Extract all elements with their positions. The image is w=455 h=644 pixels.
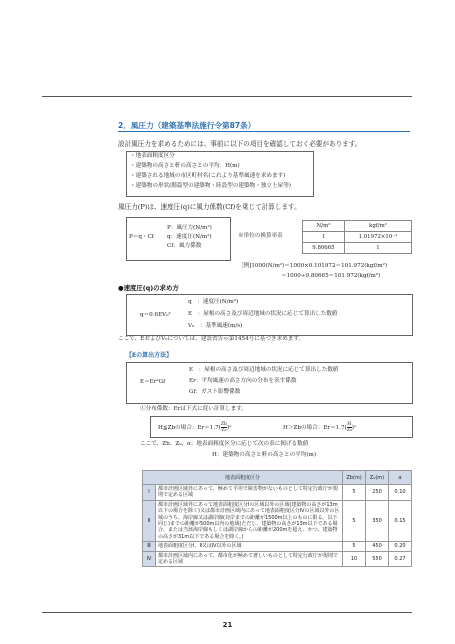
er-note: ここで、Zb、Z₀、α：地表面粗度区分に応じて次の表に掲げる数値 xyxy=(140,441,309,447)
top-rule xyxy=(42,96,412,97)
roughness-desc: 都市計画区域外にあって地表面粗度区分Ⅰの区域以外の区域(建築物の高さが13m以下の場合を除く)又は都市計画区域内にあって地表面粗度区分Ⅳの区域以外の区域のうち、海岸線又は湖岸線(対岸までの距離が1500m以上のものに限る。以下同じ)までの距離が500m以内の地域(ただし、建築物の高さが13m以下である場合、または当該海岸線もしくは湖岸線からの距離が200mを超え、かつ、建築物の高さが31m以下である場合を除く。) xyxy=(156,500,343,541)
roughness-class: Ⅳ xyxy=(143,551,156,567)
unit-conversion-table xyxy=(302,220,412,254)
velocity-def: E ：屋根の高さ及び周辺地域の状況に応じて算出した数値 xyxy=(188,311,338,317)
e-def: Er：平均風速の高さ方向の分布を表す係数 xyxy=(189,378,297,384)
table-row xyxy=(143,551,412,567)
er-case-1 xyxy=(158,422,231,433)
example-line: ＝1000÷9.80665＝101.972(kgf/m²) xyxy=(281,273,381,279)
er-case-1-suffix: )ᵅ xyxy=(226,425,232,431)
intro-text: 設計風圧力を求めるためには、事前に以下の項目を確認しておく必要があります。 xyxy=(118,140,362,148)
er-case-2 xyxy=(283,422,356,433)
checklist-item: ・建築物の高さと軒の高さとの平均：H(m) xyxy=(130,163,240,169)
roughness-z0: 250 xyxy=(366,485,389,501)
velocity-formula: q＝0.6EV₀² xyxy=(140,312,171,318)
er-case-1-prefix: H≦Zbの場合：Er＝1.7( xyxy=(158,425,221,431)
roughness-alpha: 0.27 xyxy=(389,551,412,567)
roughness-desc: 地表面粗度区分Ⅰ、Ⅱ又はⅣ以外の区域 xyxy=(156,542,343,551)
roughness-z0: 550 xyxy=(366,551,389,567)
page-number: 21 xyxy=(222,621,233,629)
formula-def: q：速度圧(N/m²) xyxy=(167,234,212,240)
velocity-heading: ●速度圧(q)の求め方 xyxy=(118,284,179,292)
section-title: 2．風圧力（建築基準法施行令第87条） xyxy=(118,121,256,130)
table-row xyxy=(143,485,412,501)
formula-p: P＝q・Cf xyxy=(129,234,154,240)
checklist-item: ・地表面粗度区分 xyxy=(130,153,175,159)
roughness-table xyxy=(142,470,412,567)
e-def: E ：屋根の高さ及び周辺地域の状況に応じて算出した数値 xyxy=(189,367,339,373)
er-case-2-prefix: H＞Zbの場合：Er＝1.7( xyxy=(283,425,347,431)
roughness-header: Z₀(m) xyxy=(366,471,389,485)
formula-def: P：風圧力(N/m²) xyxy=(167,225,212,231)
velocity-def: V₀ ：基準風速(m/s) xyxy=(188,323,243,329)
roughness-class: Ⅲ xyxy=(143,542,156,551)
unit-cell: 1 xyxy=(344,243,411,254)
fraction-denominator: Z₀ xyxy=(221,428,227,433)
er-step: ①分布係数：Erは下式に従い計算します。 xyxy=(140,406,247,412)
roughness-zb: 10 xyxy=(343,551,366,567)
table-row xyxy=(143,500,412,541)
example-line: ［例]1000(N/m²)＝1000×0.101972＝101.972(kgf/m²) xyxy=(238,263,388,269)
roughness-class: Ⅰ xyxy=(143,485,156,501)
roughness-zb: 5 xyxy=(343,500,366,541)
e-method-heading: 【Eの算出方法】 xyxy=(126,352,173,359)
roughness-z0: 350 xyxy=(366,500,389,541)
unit-header: kgf/m² xyxy=(344,221,411,232)
roughness-zb: 5 xyxy=(343,542,366,551)
checklist-item: ・建築される地域の市区町村名(これより基準風速を求めます) xyxy=(130,173,286,179)
roughness-alpha: 0.10 xyxy=(389,485,412,501)
roughness-header: 地表面粗度区分 xyxy=(143,471,343,485)
unit-cell: 1 xyxy=(303,232,345,243)
formula-def: Cf：風力係数 xyxy=(167,243,202,249)
er-case-2-suffix: )ᵅ xyxy=(351,425,357,431)
fraction-numerator: Zb xyxy=(220,422,227,427)
checklist-item: ・建築物の形状(階篇型の建築物・陸設型の建築物・独立上屋等) xyxy=(130,183,291,189)
unit-header: N/m² xyxy=(303,221,345,232)
roughness-zb: 5 xyxy=(343,485,366,501)
roughness-desc: 都市計画区域内にあって、都市化が極めて著しいものとして特定行政庁が規則で定める区域 xyxy=(156,551,343,567)
roughness-z0: 450 xyxy=(366,542,389,551)
er-note: H：建築物の高さと軒の高さとの平均(m) xyxy=(212,452,317,458)
roughness-header: α xyxy=(389,471,412,485)
fraction-numerator: H xyxy=(347,422,352,427)
velocity-note: ここで、EおよびV₀については、建設省告示第1454号に基づき求めます。 xyxy=(118,336,305,342)
fraction-denominator: Z₀ xyxy=(346,428,352,433)
table-row xyxy=(143,542,412,551)
roughness-desc: 都市計画区域外にあって、極めて平坦で障害物がないものとして特定行政庁が規則で定める区域 xyxy=(156,485,343,501)
roughness-alpha: 0.20 xyxy=(389,542,412,551)
section-title-underline xyxy=(118,131,410,132)
bottom-rule xyxy=(42,612,412,613)
roughness-class: Ⅱ xyxy=(143,500,156,541)
unit-cell: 1.01972×10⁻¹ xyxy=(344,232,411,243)
pressure-text: 風圧力(P)は、速度圧(q)に風力係数(Cf)を乗じて計算します。 xyxy=(118,203,301,211)
roughness-alpha: 0.15 xyxy=(389,500,412,541)
roughness-header: Zb(m) xyxy=(343,471,366,485)
unit-cell: 9.80665 xyxy=(303,243,345,254)
unit-table-label: ※単位の換算率表 xyxy=(238,233,283,239)
e-def: Gf：ガスト影響係数 xyxy=(189,389,241,395)
velocity-def: q ：速度圧(N/m²) xyxy=(188,299,239,305)
e-formula: E＝Er²Gf xyxy=(140,379,166,385)
